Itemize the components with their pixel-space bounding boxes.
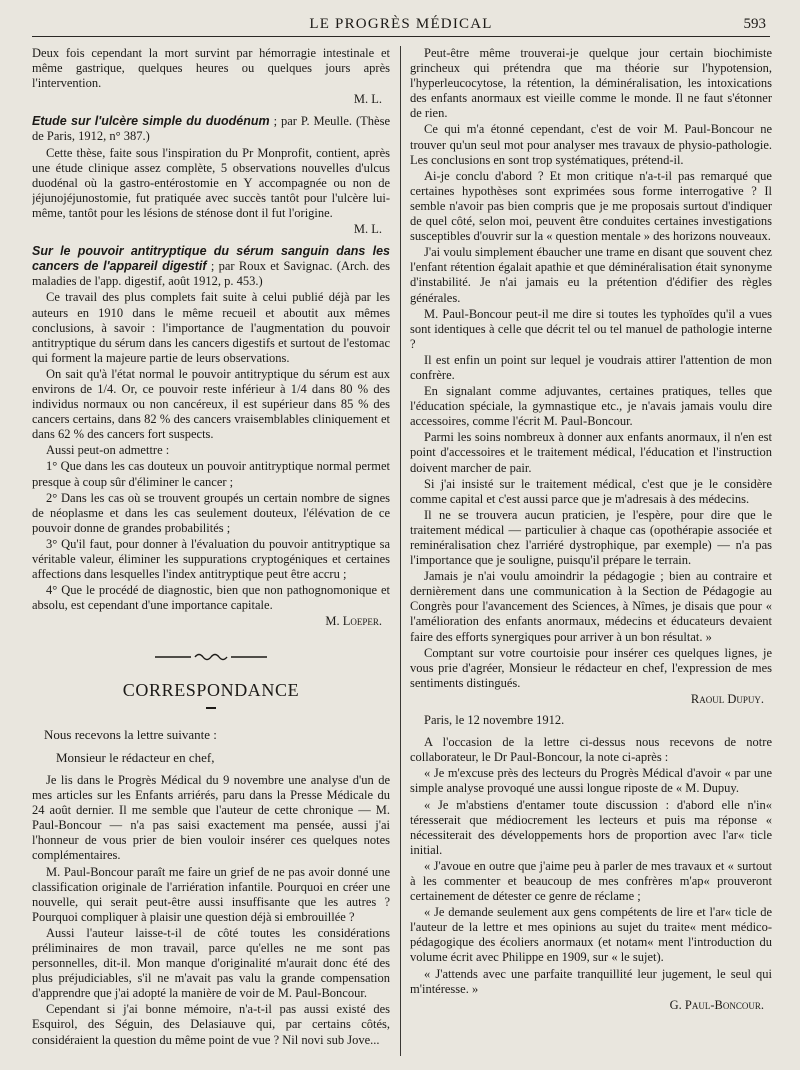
paragraph: Jamais je n'ai voulu amoindrir la pédagogie ; bien au contraire et dernièrement dans une communication à la Section de Pédagogie au Congrès pour l'avancement des Sciences, à Nîmes, je disais que pour « l'amélioration des enfants anormaux, médecins et éducateurs devaient faire des efforts synergiques pour arriver à un bon résultat. »: [410, 569, 772, 644]
paragraph: « Je m'abstiens d'entamer toute discussion : d'abord elle n'in« téresserait que médiocrement les lecteurs et puis ma réponse « nécessiterait des développements hors de proportion avec l'ar« ticle initial.: [410, 797, 772, 857]
signature: G. Paul-Boncour.: [669, 997, 764, 1012]
ornamental-divider: [32, 649, 390, 664]
salutation: Monsieur le rédacteur en chef,: [56, 749, 215, 765]
paragraph: Si j'ai insisté sur le traitement médical, c'est que je le considère comme capital et c'est aussi parce que je m'adresais à des médecins.: [410, 476, 772, 506]
section-heading: CORRESPONDANCE: [122, 679, 300, 700]
paragraph: « Je m'excuse près des lecteurs du Progrès Médical d'avoir « par une simple analyse provoqué une aussi longue riposte de « M. Dupuy.: [410, 766, 772, 796]
journal-title: LE PROGRÈS MÉDICAL: [309, 16, 493, 32]
paragraph: On sait qu'à l'état normal le pouvoir antitryptique du sérum est aux environs de 1/4. Or, ce pouvoir reste inférieur à 1/4 dans 80 % des individus normaux ou non cancéreux, il est supérieur dans 85 % des cancers certains, dans 82 % des cancers vraisemblables cliniquement et dans 62 % des cancers fort suspects.: [32, 366, 390, 442]
paragraph: 2° Dans les cas où se trouvent groupés un certain nombre de signes de néoplasme et dans les cas seulement douteux, l'élévation de ce pouvoir donne de grandes probabilités ;: [32, 490, 390, 535]
running-header: [32, 10, 770, 37]
paragraph: J'ai voulu simplement ébaucher une trame en disant que souvent chez l'enfant rétention égalait apathie et que déminéralisation était synonyme d'instabilité. Je n'ai jamais eu la prétention d'édifier des règles générales.: [410, 245, 772, 305]
right-column: [410, 46, 772, 1056]
page-number: 593: [743, 16, 766, 32]
signature: M. L.: [353, 92, 382, 107]
article-title: Sur le pouvoir antitryptique du sérum sanguin dans les cancers de l'appareil digestif: [32, 244, 390, 274]
paragraph: En signalant comme adjuvantes, certaines pratiques, telles que l'éducation spéciale, la gymnastique etc., je n'avais jamais voulu dire accessoires, comme l'écrit M. Paul-Boncour.: [410, 384, 772, 429]
ornament-icon: [151, 652, 271, 662]
paragraph: Aussi peut-on admettre :: [46, 443, 170, 458]
article-reference: ; par Roux et Savignac. (Arch. des maladies de l'app. digestif, août 1912, p. 453.): [32, 259, 390, 289]
heading-dash: [32, 700, 390, 715]
paragraph: Il est enfin un point sur lequel je voudrais attirer l'attention de mon confrère.: [410, 352, 772, 382]
paragraph: Ai-je conclu d'abord ? Et mon critique n'a-t-il pas remarqué que certaines hypothèses sont exprimées sous forme interrogative ? Il semble n'avoir pas bien compris que je me proposais surtout d'indiquer de quel côté, selon moi, peuvent être conduites certaines investigations susceptibles d'ouvrir sur la « question mentale » des horizons nouveaux.: [410, 168, 772, 244]
paragraph: 1° Que dans les cas douteux un pouvoir antitryptique normal permet presque à coup sûr d'éliminer le cancer ;: [32, 459, 390, 489]
paragraph: Deux fois cependant la mort survint par hémorragie intestinale et même gastrique, quelques heures ou quelques jours après l'intervention.: [32, 46, 390, 91]
article-title: Etude sur l'ulcère simple du duodénum: [32, 114, 270, 129]
paragraph: Cette thèse, faite sous l'inspiration du Pr Monprofit, contient, après une étude clinique assez complète, 5 observations nouvelles d'ulcus duodénal où la gastro-entérostomie en Y accompagnée ou non de jéjunojéjunostomie, fut pratiquée avec succès tantôt pour l'ulcère lui-même, tantôt pour les lésions de sténose dont il fut l'origine.: [32, 145, 390, 220]
paragraph: « J'avoue en outre que j'aime peu à parler de mes travaux et « surtout à les commenter et beaucoup de mes confrères m'ap« prouveront certainement de détester ce genre de réclame ;: [410, 858, 772, 904]
paragraph: 3° Qu'il faut, pour donner à l'évaluation du pouvoir antitryptique sa véritable valeur, éliminer les suppurations cryptogéniques et certaines affections dans lesquelles l'index antitryptique peut être accru ;: [32, 536, 390, 582]
paragraph: 4° Que le procédé de diagnostic, bien que non pathognomonique et absolu, est cependant d'une importance capitale.: [32, 583, 390, 613]
paragraph: Parmi les soins nombreux à donner aux enfants anormaux, il n'en est point d'accessoires et le traitement médical, l'éducation et l'instruction doivent marcher de pair.: [410, 430, 772, 475]
paragraph: M. Paul-Boncour peut-il me dire si toutes les typhoïdes qu'il a vues sont identiques à celle que décrit tel ou tel manuel de pathologie interne ?: [410, 306, 772, 351]
paragraph: Comptant sur votre courtoisie pour insérer ces quelques lignes, je vous prie d'agréer, Monsieur le rédacteur en chef, l'expression de mes sentiments distingués.: [410, 645, 772, 690]
paragraph: Ce qui m'a étonné cependant, c'est de voir M. Paul-Boncour ne trouver qu'un seul mot pour analyser mes travaux de physio-pathologie. Les conclusions en sont trop systématiques, prétend-il.: [410, 122, 772, 167]
paragraph: A l'occasion de la lettre ci-dessus nous recevons de notre collaborateur, le Dr Paul-Boncour, la note ci-après :: [410, 735, 772, 765]
intro-line: Nous recevons la lettre suivante :: [44, 726, 217, 742]
signature: M. L.: [353, 222, 382, 237]
review-entry: [32, 114, 390, 144]
paragraph: « J'attends avec une parfaite tranquillité leur jugement, le seul qui m'intéresse. »: [410, 966, 772, 996]
paragraph: Il ne se trouvera aucun praticien, je l'espère, pour dire que le traitement médical — particulier à chaque cas (opothérapie associée et reminéralisation chez l'arriéré dystrophique, par exemple) — n'a pas l'importance que je souligne, puisqu'il prépare le terrain.: [410, 507, 772, 568]
paragraph: « Je demande seulement aux gens compétents de lire et l'ar« ticle de l'auteur de la lettre et mes opinions au sujet du traite« ment médico-pédagogique des écoliers anormaux (et notam« ment l'introduction du volume écrit avec Philippe en 1909, sur « le sujet).: [410, 905, 772, 965]
paragraph: Peut-être même trouverai-je quelque jour certain biochimiste grincheux qui prétendra que ma théorie sur l'hypotension, l'hyperleucocytose, la rétention, la déminéralisation, les intoxications des enfants anormaux est vieille comme le monde. Il ne faut s'étonner de rien.: [410, 46, 772, 121]
paragraph: Cependant si j'ai bonne mémoire, n'a-t-il pas aussi existé des Esquirol, des Séguin, des Delasiauve qui, par certains côtés, considéraient la question du même point de vue ? Nil novi sub Jove...: [32, 1002, 390, 1047]
review-entry: [32, 244, 390, 289]
paragraph: M. Paul-Boncour paraît me faire un grief de ne pas avoir donné une classification originale de l'arriération infantile. Pourquoi en créer une nouvelle, qui serait peut-être aussi insuffisante que les autres ? Pourquoi compliquer à plaisir une question déjà si embrouillée ?: [32, 864, 390, 924]
paragraph: Aussi l'auteur laisse-t-il de côté toutes les considérations préliminaires de mon travail, parce qu'elles ne me sont pas personnelles, dit-il. Mon manque d'originalité m'aurait donc été des plus préjudiciables, s'il ne m'avait pas valu la grande compensation d'apprendre que j'ai adopté la manière de voir de M. Paul-Boncour.: [32, 925, 390, 1001]
left-column: [32, 46, 390, 1056]
column-rule: [400, 46, 401, 1056]
paragraph: Ce travail des plus complets fait suite à celui publié déjà par les auteurs en 1910 dans le même recueil et aboutit aux mêmes conclusions, à savoir : l'importance de l'augmentation du pouvoir antitryptique du sérum dans les cancers digestifs et surtout de l'estomac qui forment la majeure partie de leurs observations.: [32, 290, 390, 365]
signature: M. Loeper.: [325, 614, 382, 629]
signature: Raoul Dupuy.: [690, 691, 764, 706]
paragraph: Je lis dans le Progrès Médical du 9 novembre une analyse d'un de mes articles sur les Enfants arriérés, paru dans la Presse Médicale du 24 août dernier. Il me semble que l'auteur de cette chronique — M. Paul-Boncour — n'a pas saisi exactement ma pensée, aussi j'ai l'honneur de vous prier de bien vouloir insérer ces quelques notes complémentaires.: [32, 772, 390, 863]
article-reference: ; par P. Meulle. (Thèse de Paris, 1912, n° 387.): [32, 114, 390, 144]
dateline: Paris, le 12 novembre 1912.: [424, 713, 565, 728]
